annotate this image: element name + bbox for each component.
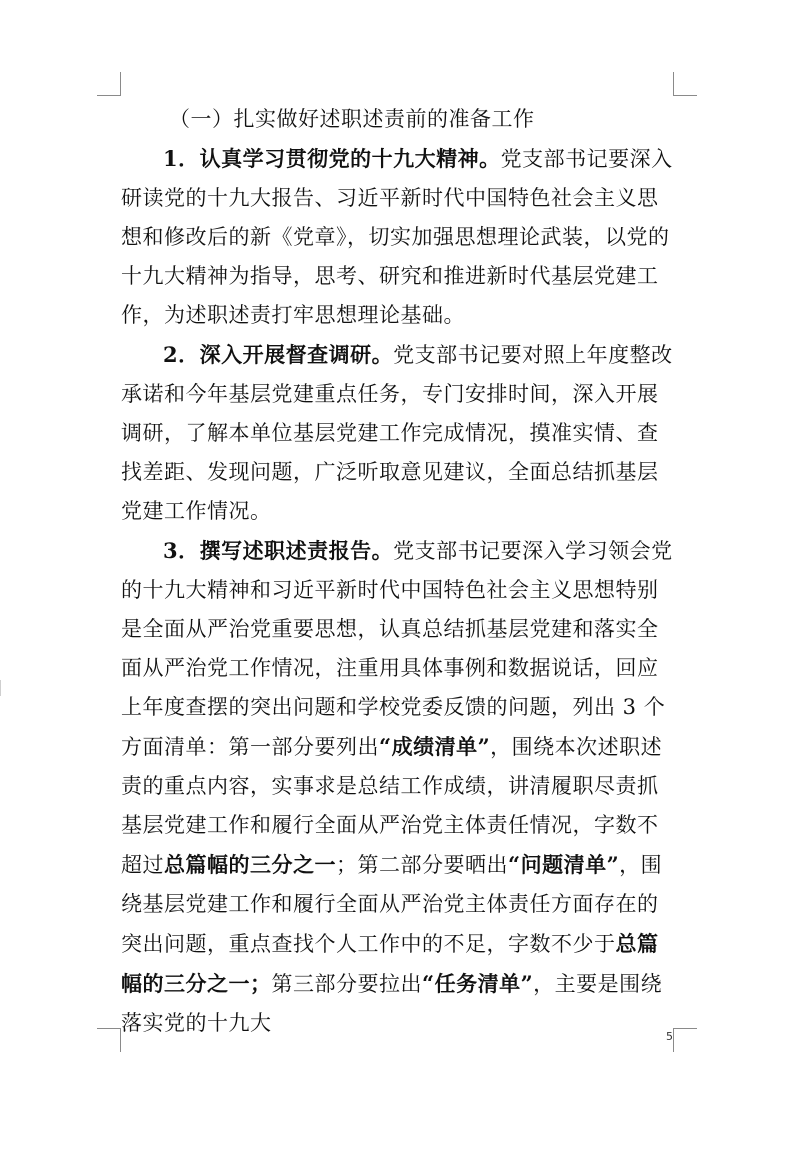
document-body — [121, 100, 676, 1043]
achievements-list-term: “成绩清单” — [379, 734, 491, 759]
paragraph-1-body: 党支部书记要深入研读党的十九大报告、习近平新时代中国特色社会主义思想和修改后的新《党章》，切实加强思想理论武装，以党的十九大精神为指导，思考、研究和推进新时代基层党建工作，为述职述责打牢思想理论基础。 — [121, 147, 673, 327]
paragraph-3-text-5: 第三部分要拉出 — [271, 972, 422, 996]
paragraph-3 — [121, 531, 676, 1043]
problems-list-term: “问题清单” — [508, 852, 620, 877]
length-limit-phrase-2: 总篇幅的三分之一； — [121, 931, 659, 996]
paragraph-1 — [121, 139, 676, 335]
paragraph-3-text-6: ，主要是围绕落实党的十九大 — [121, 972, 663, 1035]
paragraph-3-text-1: 党支部书记要深入学习领会党的十九大精神和习近平新时代中国特色社会主义思想特别是全面从严治党重要思想，认真总结抓基层党建和落实全面从严治党工作情况，注重用具体事例和数据说话，回应上年度查摆的突出问题和学校党委反馈的问题，列出 3 个方面清单：第一部分要列出 — [121, 539, 673, 759]
paragraph-2-lead: 2．深入开展督查调研。 — [163, 342, 394, 367]
margin-tick — [0, 680, 1, 696]
page-number: 5 — [666, 1030, 673, 1043]
paragraph-3-text-2: ，围绕本次述职述责的重点内容，实事求是总结工作成绩，讲清履职尽责抓基层党建工作和履行全面从严治党主体责任情况，字数不超过 — [121, 735, 663, 877]
paragraph-1-lead: 1．认真学习贯彻党的十九大精神。 — [163, 146, 501, 171]
paragraph-3-text-3: ；第二部分要晒出 — [336, 853, 508, 877]
tasks-list-term: “任务清单” — [422, 971, 534, 996]
paragraph-3-text-4: ，围绕基层党建工作和履行全面从严治党主体责任方面存在的突出问题，重点查找个人工作中的不足，字数不少于 — [121, 853, 663, 956]
paragraph-3-lead: 3．撰写述职述责报告。 — [163, 538, 394, 563]
length-limit-phrase-1: 总篇幅的三分之一 — [164, 852, 336, 877]
paragraph-2 — [121, 335, 676, 531]
paragraph-2-body: 党支部书记要对照上年度整改承诺和今年基层党建重点任务，专门安排时间，深入开展调研，了解本单位基层党建工作完成情况，摸准实情、查找差距、发现问题，广泛听取意见建议，全面总结抓基层党建工作情况。 — [121, 343, 673, 523]
section-heading: （一）扎实做好述职述责前的准备工作 — [169, 107, 535, 131]
